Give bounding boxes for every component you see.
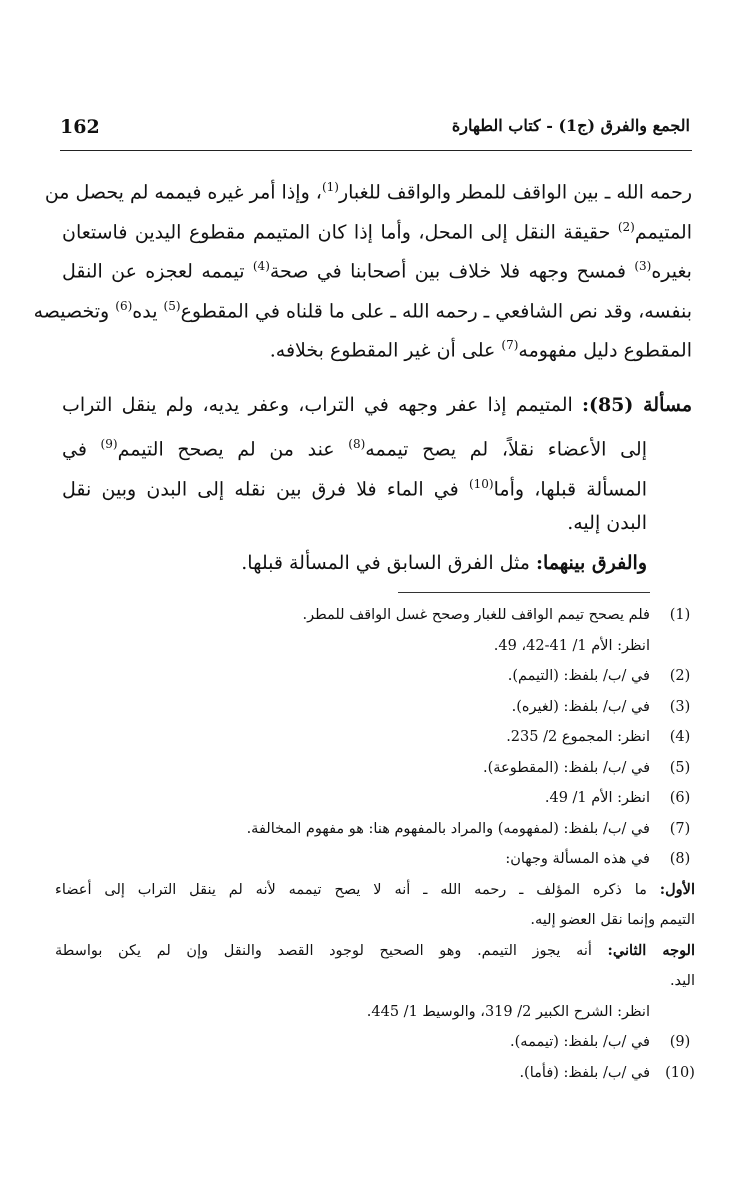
footnote-6: (6) انظر: الأم 1/ 49.	[544, 790, 691, 806]
body-line: بنفسه، وقد نص الشافعي ـ رحمه الله ـ على ما قلناه في المقطوع$^{(5)}$ يده$^{(6)}$ وتخصيصه	[33, 298, 692, 322]
footnote-5: (5) في /ب/ بلفظ: (المقطوعة).	[483, 759, 691, 776]
main-text	[33, 168, 692, 583]
header-divider	[60, 150, 692, 151]
body-line: بغيره$^{(3)}$ فمسح وجهه فلا خلاف بين أصحابنا في صحة$^{(4)}$ تيممه لعجزه عن النقل	[62, 259, 692, 283]
page-header	[60, 116, 690, 146]
body-line: المتيمم$^{(2)}$ حقيقة النقل إلى المحل، وأما إذا كان المتيمم مقطوع اليدين فاستعان	[62, 219, 692, 243]
footnote-1: (1) فلم يصحح تيمم الواقف للغبار وصحح غسل الواقف للمطر.	[302, 607, 691, 623]
body-line: رحمه الله ـ بين الواقف للمطر والواقف للغبار$^{(1)}$، وإذا أمر غيره فيممه لم يحصل من	[44, 180, 692, 204]
running-title: الجمع والفرق (ج1) - كتاب الطهارة	[451, 116, 690, 135]
footnote-2: (2) في /ب/ بلفظ: (التيمم).	[507, 668, 691, 684]
footnote-8-first-view-continued: التيمم وإنما نقل العضو إليه.	[530, 912, 695, 928]
footnote-8: (8) في هذه المسألة وجهان:	[505, 851, 691, 867]
question-label: مسألة (85):	[581, 393, 692, 416]
footnote-1-continued: انظر: الأم 1/ 41-42، 49.	[493, 637, 650, 654]
footnote-8-reference: انظر: الشرح الكبير 2/ 319، والوسيط 1/ 445.	[366, 1003, 650, 1020]
footnote-8-second-view: الوجه الثاني: أنه يجوز التيمم. وهو الصحيح لوجود القصد والنقل وإن لم يكن بواسطة	[55, 941, 696, 959]
footnotes	[55, 600, 695, 1088]
footnote-4: (4) انظر: المجموع 2/ 235.	[506, 729, 691, 745]
footnote-10: (10) في /ب/ بلفظ: (فأما).	[519, 1064, 695, 1081]
question-85-line: المسألة قبلها، وأما$^{(10)}$ في الماء فلا فرق بين نقله إلى البدن وبين نقل	[62, 476, 647, 500]
question-85-line: مسألة (85): المتيمم إذا عفر وجهه في التراب، وعفر يديه، ولم ينقل التراب	[62, 393, 692, 416]
footnote-8-first-view: الأول: ما ذكره المؤلف ـ رحمه الله ـ أنه لا يصح تيممه لأنه لم ينقل التراب إلى أعضاء	[55, 880, 695, 898]
body-line: المقطوع دليل مفهومه$^{(7)}$ على أن غير المقطوع بخلافه.	[269, 338, 692, 362]
page-number: 162	[60, 116, 100, 138]
footnote-3: (3) في /ب/ بلفظ: (لغيره).	[511, 698, 691, 715]
question-85-line: إلى الأعضاء نقلاً، لم يصح تيممه$^{(8)}$ عند من لم يصحح التيمم$^{(9)}$ في	[62, 437, 647, 461]
difference-label: والفرق بينهما:	[536, 551, 647, 574]
difference-line: والفرق بينهما: مثل الفرق السابق في المسألة قبلها.	[241, 551, 647, 574]
footnote-divider	[398, 592, 650, 593]
footnote-7: (7) في /ب/ بلفظ: (لمفهومه) والمراد بالمفهوم هنا: هو مفهوم المخالفة.	[246, 820, 691, 837]
footnote-8-second-view-continued: اليد.	[669, 973, 695, 989]
footnote-9: (9) في /ب/ بلفظ: (تيممه).	[510, 1034, 691, 1050]
question-85-line: البدن إليه.	[567, 512, 647, 534]
